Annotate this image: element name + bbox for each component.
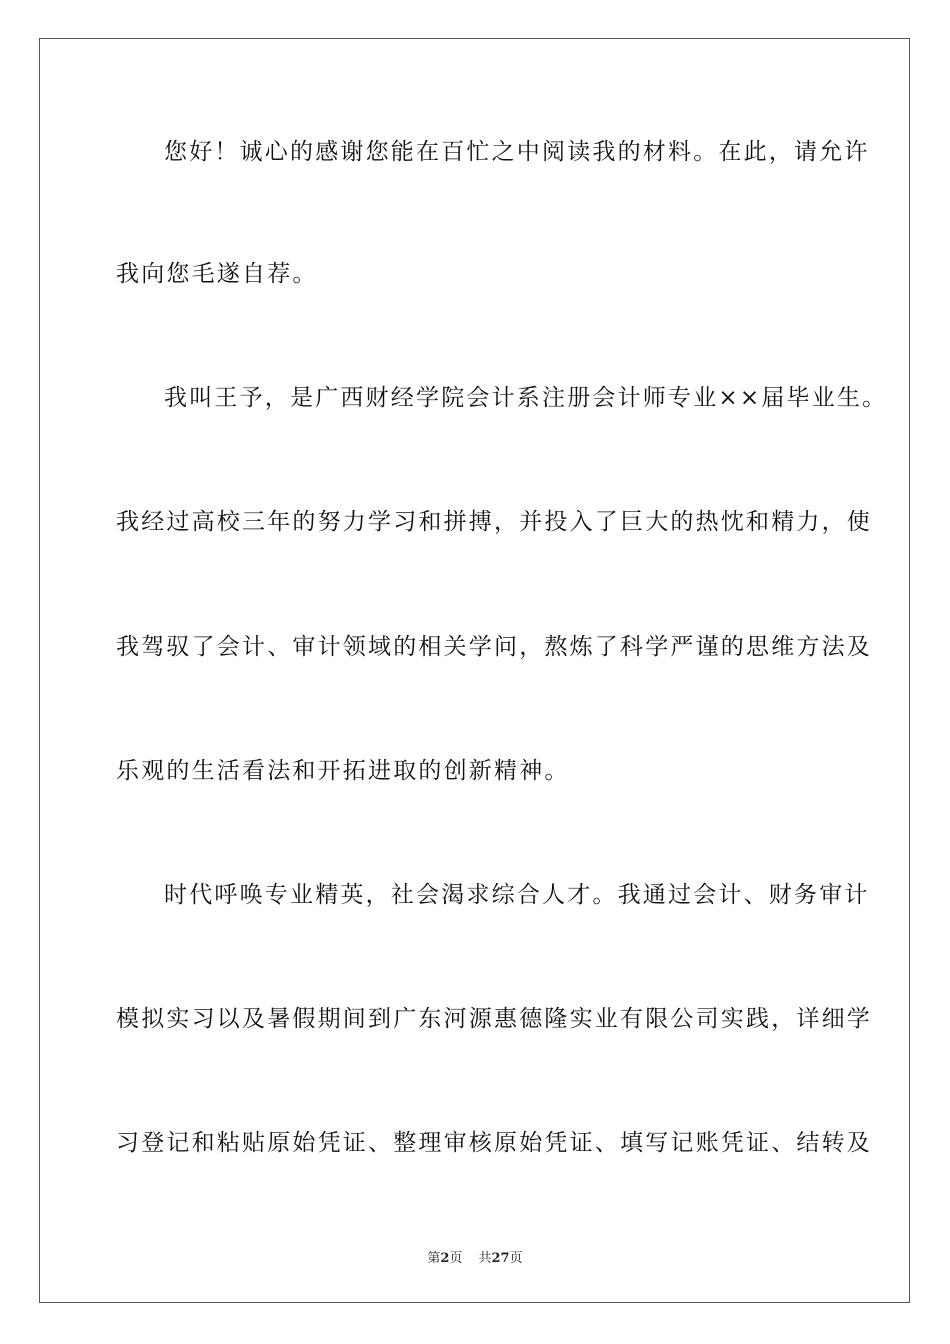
page-footer — [0, 1247, 950, 1266]
paragraph-1-line-1: 您好！诚心的感谢您能在百忙之中阅读我的材料。在此，请允许 — [164, 139, 870, 165]
paragraph-3-line-3: 习登记和粘贴原始凭证、整理审核原始凭证、填写记账凭证、结转及 — [116, 1130, 872, 1156]
footer-total-pages: 27 — [491, 1251, 510, 1266]
paragraph-2-line-1: 我叫王予，是广西财经学院会计系注册会计师专业××届毕业生。 — [164, 385, 888, 411]
paragraph-2-line-3: 我驾驭了会计、审计领域的相关学问，熬炼了科学严谨的思维方法及 — [116, 634, 872, 660]
page-border — [39, 38, 910, 1303]
footer-total-prefix: 共 — [478, 1251, 492, 1266]
paragraph-1-line-2: 我向您毛遂自荐。 — [116, 261, 318, 287]
footer-page-suffix: 页 — [449, 1251, 463, 1266]
paragraph-2-line-4: 乐观的生活看法和开拓进取的创新精神。 — [116, 758, 570, 784]
footer-total-suffix: 页 — [509, 1251, 523, 1266]
paragraph-3-line-1: 时代呼唤专业精英，社会渴求综合人才。我通过会计、财务审计 — [164, 882, 870, 908]
paragraph-3-line-2: 模拟实习以及暑假期间到广东河源惠德隆实业有限公司实践，详细学 — [116, 1006, 872, 1032]
paragraph-2-line-2: 我经过高校三年的努力学习和拼搏，并投入了巨大的热忱和精力，使 — [116, 509, 872, 535]
footer-page-number: 2 — [440, 1251, 450, 1266]
footer-page-prefix: 第 — [427, 1251, 441, 1266]
